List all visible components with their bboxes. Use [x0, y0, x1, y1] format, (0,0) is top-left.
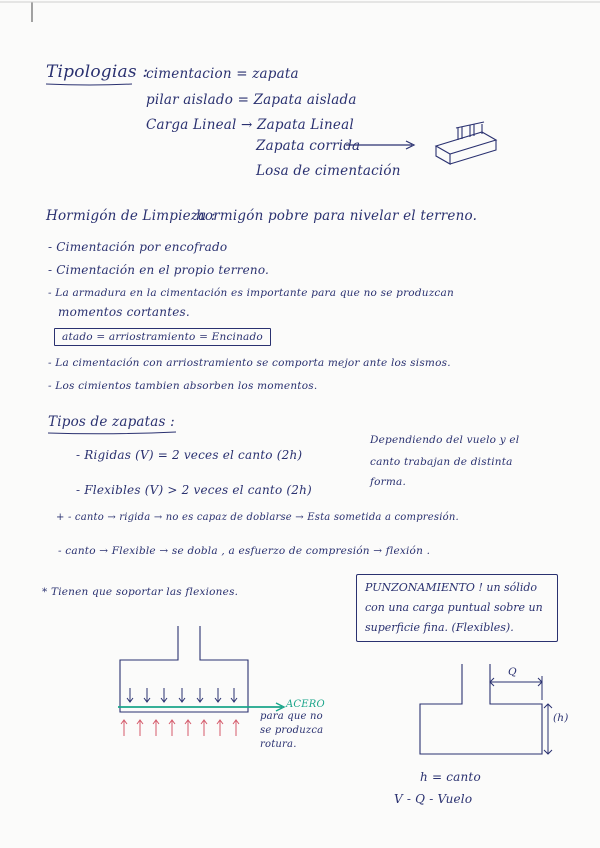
acero-note1: para que no: [260, 711, 323, 722]
hormigon-text: hormigón pobre para nivelar el terreno.: [196, 208, 478, 224]
tipologias-line2: pilar aislado = Zapata aislada: [146, 92, 357, 108]
tipologias-title: Tipologias :: [46, 62, 149, 82]
hormigon-bullet4: - La cimentación con arriostramiento se comporta mejor ante los sismos.: [48, 357, 451, 369]
load-arrows-down: [127, 688, 237, 702]
tipos-zapatas-title: Tipos de zapatas :: [48, 414, 175, 430]
zapata-corrida-sketch: [436, 122, 496, 164]
vuelo-equation: V - Q - Vuelo: [394, 792, 473, 806]
vuelo-canto-diagram: [420, 664, 542, 754]
punzonamiento-line3: superficie fina. (Flexibles).: [365, 621, 514, 634]
canto-equation: h = canto: [420, 770, 481, 784]
tipologias-line5: Losa de cimentación: [256, 163, 401, 179]
flexiones-text: * Tienen que soportar las flexiones.: [42, 586, 239, 598]
atado-box: atado = arriostramiento = Encinado: [54, 328, 271, 346]
tipologias-line4: Zapata corrida: [256, 138, 361, 154]
hormigon-bullet3a: - La armadura en la cimentación es importante para que no se produzcan: [48, 287, 454, 299]
zapata-rigidas: - Rigidas (V) = 2 veces el canto (2h): [76, 448, 303, 462]
hormigon-bullet3b: momentos cortantes.: [58, 305, 190, 319]
hormigon-title: Hormigón de Limpieza :: [46, 208, 216, 224]
hormigon-bullet1: - Cimentación por encofrado: [48, 240, 228, 254]
tipos-note3: forma.: [370, 476, 406, 488]
tipos-note2: canto trabajan de distinta: [370, 456, 513, 468]
canto-line2: - canto → Flexible → se dobla , a esfuerzo de compresión → flexión .: [58, 545, 431, 557]
q-dimension: [490, 676, 542, 700]
tipos-note1: Dependiendo del vuelo y el: [370, 434, 520, 446]
hormigon-bullet5: - Los cimientos tambien absorben los momentos.: [48, 380, 318, 392]
acero-note2: se produzca: [260, 725, 324, 736]
q-label: Q: [508, 666, 517, 678]
canto-line1: + - canto → rigida → no es capaz de doblarse → Esta sometida a compresión.: [56, 512, 459, 523]
tipologias-underline: [46, 84, 132, 85]
tipos-underline: [48, 432, 176, 434]
h-dimension: [544, 704, 552, 754]
acero-note3: rotura.: [260, 739, 297, 750]
zapata-flexibles: - Flexibles (V) > 2 veces el canto (2h): [76, 483, 312, 497]
punzonamiento-line1: PUNZONAMIENTO ! un sólido: [365, 581, 537, 594]
acero-label: ACERO: [286, 699, 325, 710]
tipologias-line3: Carga Lineal → Zapata Lineal: [146, 117, 354, 133]
tipologias-line1: cimentacion = zapata: [146, 66, 299, 82]
h-label: (h): [553, 712, 569, 724]
hormigon-bullet2: - Cimentación en el propio terreno.: [48, 263, 270, 277]
punzonamiento-line2: con una carga puntual sobre un: [365, 601, 543, 614]
reaction-arrows-up: [121, 720, 239, 736]
